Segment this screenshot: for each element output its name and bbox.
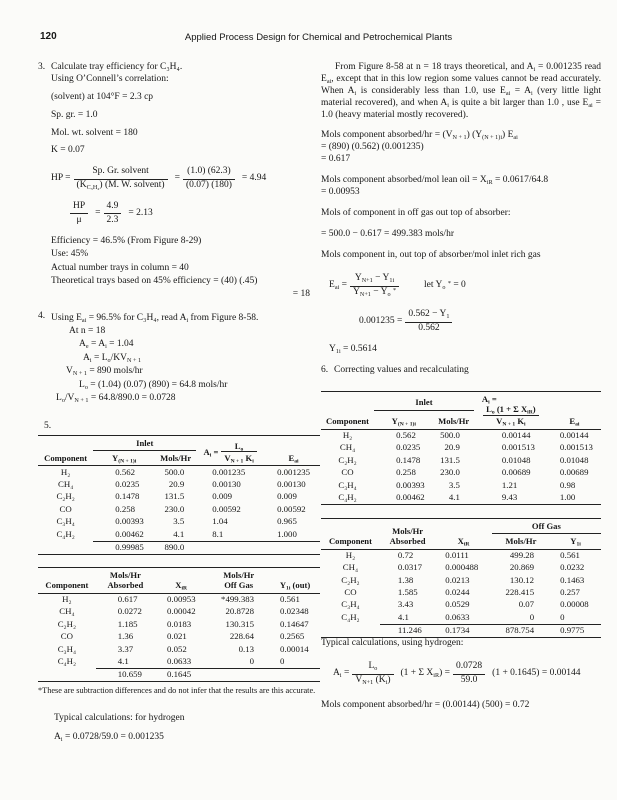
- mols-in-text: Mols component in, out top of absorber/mol inlet rich gas: [321, 249, 541, 260]
- header-cell-mols: Mols/Hr: [433, 410, 473, 429]
- fraction: [453, 661, 485, 687]
- header-cell-offgas: Mols/Hr Off Gas: [207, 567, 270, 593]
- fraction-numerator: $0.562 - Y_1$: [405, 309, 452, 322]
- cell: C₃H₄: [338, 479, 357, 490]
- running-title: Applied Process Design for Chemical and Petrochemical Plants: [184, 32, 453, 43]
- cell: 878.754: [492, 624, 550, 637]
- header-cell-y: $Y_{(N + 1)i}$: [93, 450, 155, 465]
- cell: 0.1478: [115, 491, 140, 502]
- table-absorbed-initial: [38, 567, 320, 682]
- table-inlet-corrected: [321, 391, 601, 505]
- cell: 0.00130: [212, 479, 241, 490]
- cell: 130.315: [225, 618, 255, 629]
- cell: 0.009: [212, 491, 233, 502]
- table-footnote: *These are subtraction differences and do not infer that the results are this accurate.: [38, 686, 316, 696]
- cell: CO: [59, 503, 72, 514]
- cell: 1.000: [277, 528, 297, 539]
- header-cell-y: $Y_{(N + 1)i}$: [374, 410, 433, 429]
- table-row: [38, 606, 320, 618]
- cell: 1.21: [501, 479, 518, 490]
- cell: 0.0529: [445, 599, 470, 610]
- fraction-denominator: 59.0: [460, 675, 478, 686]
- cell: 8.1: [212, 528, 224, 539]
- totals-row: [38, 541, 320, 554]
- item5-marker: 5.: [44, 420, 52, 431]
- cell: 0.0272: [117, 606, 142, 617]
- page-number: 120: [40, 31, 57, 42]
- fraction: [70, 201, 88, 227]
- cell: 0.00008: [560, 599, 589, 610]
- fraction: [104, 201, 122, 227]
- eq-lhs: $A_i$ =: [333, 668, 350, 679]
- typical-calc-line: $A_i = 0.0728/59.0 = 0.001235$: [54, 732, 164, 743]
- fraction: [405, 309, 452, 335]
- item-body: [51, 62, 320, 301]
- cell: 0.00144: [559, 429, 589, 440]
- table-row: [38, 643, 320, 655]
- equation-hp: [51, 166, 320, 192]
- fact-solvent-viscosity: (solvent) at 104°F = 2.3 cp: [51, 91, 154, 102]
- cell: 0.02348: [280, 606, 309, 617]
- item-marker: 4.: [38, 311, 46, 322]
- table-row: [321, 574, 601, 586]
- cell: 0: [529, 611, 535, 622]
- cell: 0.001235: [277, 466, 311, 477]
- table-row: [321, 429, 601, 442]
- efficiency-line: Efficiency = 46.5% (From Figure 8-29): [51, 235, 202, 246]
- totals-row: [321, 624, 601, 637]
- cell: 0.0111: [445, 549, 469, 560]
- item4-line: $A_i = L_o/KV_{N + 1}$: [83, 352, 142, 364]
- header-cell-mols: Mols/Hr: [492, 534, 550, 549]
- table-row: [321, 454, 601, 466]
- equation-hp-mu: [67, 201, 320, 227]
- cell: 0.257: [560, 587, 580, 598]
- item4-line: $L_o = (1.04)$ (0.07) (890) = 64.8 mols/hr: [79, 379, 228, 391]
- table-row: [38, 503, 320, 515]
- table-row: [321, 611, 601, 624]
- cell: 4.1: [448, 491, 460, 502]
- eq-result: (1 + 0.1645) = 0.00144: [492, 668, 581, 679]
- cell: H₂: [342, 429, 353, 440]
- cell: 9.43: [501, 491, 518, 502]
- item-marker: 3.: [38, 62, 46, 72]
- fraction-denominator: $V_{N + 1}$ $K_i$: [224, 452, 254, 465]
- equation-read-eai: [359, 309, 601, 335]
- cell: 0.001235: [212, 466, 246, 477]
- cell: 0.0235: [396, 442, 421, 453]
- ai-prefix: $A_i$ =: [481, 393, 497, 406]
- cell: 0.0213: [445, 574, 470, 585]
- header-cell-xir: $X_{iR}$: [155, 567, 207, 593]
- cell: 0.021: [167, 631, 187, 642]
- table-row: [38, 479, 320, 491]
- equation-eai: [329, 273, 601, 299]
- cell: 4.1: [117, 655, 129, 666]
- efficiency-line: Theoretical trays based on 45% efficiency = (40) (.45): [51, 275, 258, 286]
- cell: 20.8728: [225, 606, 255, 617]
- cell: C₃H₄: [57, 643, 77, 654]
- cell: 0.00462: [115, 528, 144, 539]
- efficiency-line: Actual number trays in column = 40: [51, 262, 189, 273]
- table-header: [321, 518, 601, 549]
- table-row: [321, 479, 601, 491]
- cell: [267, 541, 320, 554]
- cell: 0.0633: [167, 655, 192, 666]
- table-row: [321, 599, 601, 611]
- item4-line: $L_o/V_{N + 1} = 64.8/890.0 = 0.0728$: [56, 392, 176, 404]
- mols-absorbed-block: [321, 130, 601, 166]
- fraction: [74, 166, 168, 192]
- eq-lhs: HP =: [51, 173, 71, 184]
- item3-title: Calculate tray efficiency for C₃H₄.: [51, 62, 183, 72]
- fraction-numerator: 0.0728: [453, 661, 485, 674]
- cell: 3.5: [448, 479, 460, 490]
- table-row: [321, 549, 601, 562]
- cell: 3.43: [397, 599, 414, 610]
- item3-subtitle: Using O’Connell’s correlation:: [51, 73, 169, 84]
- cell: 0.1478: [396, 454, 421, 465]
- cell: 0.0183: [167, 618, 192, 629]
- eq-equals: =: [95, 207, 101, 218]
- eq-result: = 2.13: [128, 207, 153, 218]
- typical-calc-heading: Typical calculations: for hydrogen: [54, 713, 185, 724]
- item4-line: $V_{N + 1} = 890$ mols/hr: [66, 366, 143, 377]
- header-cell-mols: Mols/Hr: [155, 450, 196, 465]
- cell: C₂H₂: [56, 491, 75, 502]
- header-cell-component: Component: [38, 567, 96, 593]
- cell: 0.00014: [280, 643, 309, 654]
- header-cell-component: Component: [38, 435, 93, 466]
- cell: 0.0244: [445, 587, 470, 598]
- cell: 0.01048: [501, 454, 531, 465]
- header-cell-ai: [196, 435, 267, 466]
- cell: C₄H₂: [338, 491, 357, 502]
- cell: 11.246: [380, 624, 435, 637]
- eq-mid: (1 + Σ $X_{iR}$) =: [400, 668, 451, 679]
- cell: 500.0: [440, 429, 460, 440]
- fraction-numerator: 4.9: [104, 201, 122, 214]
- table-row: [38, 593, 320, 606]
- cell: 0.0235: [115, 479, 140, 490]
- fraction-denominator: μ: [76, 214, 82, 225]
- cell: H₂: [345, 549, 356, 560]
- cell: 0.00689: [501, 467, 531, 478]
- cell: CH₄: [59, 606, 75, 617]
- cell: 0.00393: [115, 516, 144, 527]
- cell: C₂H₂: [338, 454, 357, 465]
- table-row: [321, 587, 601, 599]
- table-row: [38, 631, 320, 643]
- cell: 20.9: [444, 442, 460, 453]
- cell: CO: [344, 587, 357, 598]
- right-column: [321, 62, 601, 712]
- table-row: [38, 516, 320, 528]
- cell: 0.561: [560, 549, 580, 560]
- eq-equals: =: [174, 173, 180, 184]
- cell: [38, 541, 93, 554]
- cell: 499.28: [509, 549, 535, 560]
- efficiency-result: = 18: [292, 289, 310, 300]
- cell: 1.585: [397, 587, 418, 598]
- item4-line: At n = 18: [69, 326, 106, 336]
- table-row: [38, 466, 320, 479]
- cell: 0.617: [117, 594, 138, 604]
- table-row: [38, 656, 320, 669]
- fraction-denominator: $(K_{C_3H_4})$ (M. W. solvent): [76, 180, 165, 191]
- eq-note: let $Y_o$ * = 0: [424, 280, 466, 292]
- cell: [196, 541, 267, 554]
- header-cell-absorbed: Mols/Hr Absorbed: [96, 567, 155, 593]
- header-cell-eai: $E_{ai}$: [267, 435, 320, 466]
- cell: 0.052: [167, 643, 187, 654]
- header-cell-component: Component: [321, 391, 374, 429]
- cell: 131.5: [440, 454, 460, 465]
- cell: C₂H₂: [341, 574, 360, 585]
- cell: 0.00462: [396, 491, 425, 502]
- header-cell-xir: $X_{iR}$: [435, 518, 491, 549]
- offgas-calc: = 500.0 − 0.617 = 499.383 mols/hr: [321, 228, 454, 239]
- fraction: [183, 166, 235, 192]
- header-cell-absorbed: Mols/Hr Absorbed: [380, 518, 435, 549]
- cell: 0.07: [518, 599, 535, 610]
- cell: C₃H₄: [341, 599, 360, 610]
- cell: 0.13: [238, 643, 255, 654]
- mols-absorbed-line-3: = 0.617: [321, 154, 351, 165]
- table-row: [321, 442, 601, 454]
- table-header: [38, 435, 320, 466]
- cell: 0.000488: [445, 562, 479, 573]
- cell: 20.9: [168, 479, 185, 490]
- lean-oil-line-1: Mols component absorbed/mol lean oil = $X_{iR} = 0.0617/64.8$: [321, 175, 549, 186]
- cell: 0.0232: [560, 562, 585, 573]
- cell: 0.1734: [435, 624, 491, 637]
- fraction-denominator: 2.3: [106, 214, 119, 225]
- table-header: [321, 391, 601, 429]
- final-absorbed-line: Mols component absorbed/hr = (0.00144) (500) = 0.72: [321, 699, 530, 710]
- typical-hydrogen-heading: Typical calculations, using hydrogen:: [321, 638, 464, 649]
- mols-absorbed-line-1: Mols component absorbed/hr = $(V_{N + 1})$ $(Y_{(N + 1)i})$ $E_{ai}$: [321, 130, 518, 142]
- cell: 20.869: [509, 562, 535, 573]
- cell: 0.00592: [212, 503, 241, 514]
- cell: [38, 668, 96, 681]
- efficiency-line: Use: 45%: [51, 249, 89, 260]
- table-row: [38, 491, 320, 503]
- item-body: [51, 311, 320, 405]
- equation-ai-corrected: [333, 661, 601, 687]
- table-offgas-corrected: [321, 518, 601, 638]
- item3-facts: [51, 92, 320, 158]
- cell: 0.00689: [559, 467, 589, 478]
- cell: 230.0: [440, 467, 460, 478]
- cell: 0.561: [280, 594, 300, 604]
- table-row: [38, 618, 320, 630]
- fraction-denominator: $Y_{N+1} - Y_o$ *: [353, 287, 397, 299]
- fraction-numerator: Sp. Gr. solvent: [74, 166, 168, 179]
- cell: 3.37: [117, 643, 134, 654]
- fraction-numerator: $Y_{N+1} - Y_{1i}$: [350, 273, 399, 286]
- lean-oil-line-2: = 0.00953: [321, 186, 360, 197]
- cell: C₄H₂: [57, 656, 77, 667]
- table-row: [321, 492, 601, 505]
- cell: 890.0: [155, 541, 196, 554]
- fraction-numerator: $L_o$: [352, 661, 393, 674]
- cell: 230.0: [164, 503, 185, 514]
- cell: 0.72: [397, 549, 414, 560]
- cell: 0.009: [277, 491, 297, 502]
- paragraph-figure-8-58: From Figure 8-58 at n = 18 trays theoretical, and $A_i = 0.001235$ read $E_{ai}$, except that in this low region some values cannot be read accurately. When $A_i$ is considerably less than 1.0, use $E_{ai} = A_i$ (very little light material recovered), and when $A_i$ is quite a bit larger than 1.0 , use $E_{ai} = 1.0$ (heavy material mostly recovered).: [321, 62, 601, 120]
- cell: 0.258: [396, 467, 416, 478]
- table-row: [321, 562, 601, 574]
- cell: 4.1: [397, 611, 409, 622]
- cell: 0.00042: [167, 606, 196, 617]
- cell: 0.00130: [277, 479, 306, 490]
- cell: C₄H₂: [341, 612, 360, 623]
- header-cell-component: Component: [321, 518, 380, 549]
- item4-line: $A_e = A_i = 1.04$: [79, 339, 134, 351]
- table-row: [321, 467, 601, 479]
- list-item-4: [38, 311, 320, 405]
- cell: 0.1463: [560, 574, 585, 585]
- header-cell-inlet: Inlet: [93, 435, 196, 450]
- fraction-denominator: 0.562: [418, 323, 440, 333]
- cell: [207, 668, 270, 681]
- fraction: [352, 661, 393, 687]
- cell: 0.00393: [396, 479, 425, 490]
- cell: C₄H₂: [56, 528, 75, 539]
- cell: 1.00: [559, 491, 576, 502]
- fraction-denominator: $V_{N+1}$ $(K_i)$: [355, 675, 391, 686]
- cell: 0.14647: [280, 618, 309, 629]
- cell: 4.1: [173, 528, 185, 539]
- cell: C₃H₄: [56, 516, 75, 527]
- cell: CH₄: [339, 442, 356, 453]
- cell: 1.04: [212, 516, 228, 527]
- fraction: [221, 441, 256, 464]
- y1i-result: $Y_{1i} = 0.5614$: [329, 343, 377, 355]
- lean-oil-block: [321, 175, 601, 199]
- fact-k-value: K = 0.07: [51, 145, 85, 156]
- cell: 0.01048: [559, 454, 589, 465]
- cell: 0.562: [115, 466, 136, 477]
- cell: 0.9775: [550, 624, 601, 637]
- cell: 228.64: [229, 631, 255, 642]
- mols-absorbed-line-2: = (890) (0.562) (0.001235): [321, 142, 424, 153]
- eq-result: = 4.94: [241, 173, 267, 184]
- cell: 0.0317: [397, 562, 423, 573]
- fraction-numerator: $L_o$ (1 + Σ $X_{iR}$): [483, 404, 538, 416]
- cell: C₂H₂: [57, 618, 77, 629]
- list-item-3: [38, 62, 320, 301]
- cell: 0.001513: [501, 442, 535, 453]
- cell: 0.99985: [93, 541, 155, 554]
- cell: 1.36: [117, 631, 134, 642]
- fraction-numerator: $L_o$: [221, 441, 256, 453]
- cell: 0.258: [115, 503, 136, 514]
- header-cell-inlet: Inlet: [374, 391, 474, 410]
- table-header: [38, 567, 320, 593]
- efficiency-block: [51, 236, 320, 301]
- cell: 500.0: [164, 466, 185, 477]
- cell: 0.98: [559, 479, 576, 490]
- cell: CO: [60, 631, 73, 642]
- cell: 130.12: [509, 574, 535, 585]
- cell: 0.0633: [445, 611, 470, 622]
- fraction: [350, 273, 399, 299]
- offgas-heading: Mols of component in off gas out top of absorber:: [321, 207, 511, 218]
- totals-row: [38, 668, 320, 681]
- cell: 0.00144: [501, 429, 531, 440]
- table-inlet-initial: [38, 435, 320, 555]
- left-column: [38, 62, 320, 744]
- cell: 3.5: [173, 516, 185, 527]
- item-marker: 6.: [321, 364, 329, 375]
- fact-mol-wt: Mol. wt. solvent = 180: [51, 127, 138, 138]
- table-row: [38, 528, 320, 541]
- header-cell-ai: [474, 391, 548, 429]
- eq-lhs: $E_{ai}$ =: [329, 280, 347, 292]
- fact-specific-gravity: Sp. gr. = 1.0: [51, 109, 98, 120]
- fraction-numerator: (1.0) (62.3): [183, 166, 235, 179]
- fraction-numerator: HP: [70, 201, 88, 214]
- cell: 131.5: [164, 491, 185, 502]
- cell: 0.00592: [277, 503, 306, 514]
- list-item-6: [321, 365, 601, 377]
- header-cell-y1i: $Y_{1i}$: [550, 534, 601, 549]
- cell: H₂: [60, 466, 71, 477]
- item4-title: Using $E_{ai} = 96.5\%$ for C₃H₄, read $A_i$ from Figure 8-58.: [51, 312, 259, 324]
- cell: 10.659: [96, 668, 155, 681]
- cell: 1.38: [397, 574, 414, 585]
- cell: 0.1645: [155, 668, 207, 681]
- cell: [270, 668, 320, 681]
- eq-lhs: 0.001235 =: [359, 316, 403, 327]
- header-cell-eai: $E_{ai}$: [548, 391, 601, 429]
- cell: 0.562: [396, 429, 416, 440]
- cell: [321, 624, 380, 637]
- cell: 0: [249, 655, 255, 666]
- cell: 0.001513: [559, 442, 593, 453]
- cell: CH₄: [342, 562, 359, 573]
- header-cell-y1i: $Y_{1i}$ (out): [270, 567, 320, 593]
- cell: *499.383: [221, 594, 255, 604]
- cell: 0.2565: [280, 631, 305, 642]
- ai-prefix: $A_i$ =: [203, 446, 219, 459]
- fraction-denominator: $V_{N + 1}$ $K_i$: [496, 416, 526, 428]
- cell: 0.965: [277, 516, 297, 527]
- cell: H₂: [62, 594, 72, 604]
- cell: 228.415: [505, 587, 535, 598]
- cell: 1.185: [117, 618, 138, 629]
- cell: CH₄: [57, 479, 74, 490]
- cell: 0: [280, 655, 285, 666]
- fraction: [483, 404, 538, 427]
- item6-text: Correcting values and recalculating: [334, 364, 469, 375]
- cell: 0: [560, 611, 565, 622]
- header-cell-offgas: Off Gas: [492, 518, 601, 533]
- cell: 0.00953: [167, 594, 196, 604]
- fraction-denominator: (0.07) (180): [185, 180, 232, 191]
- cell: CO: [341, 467, 354, 478]
